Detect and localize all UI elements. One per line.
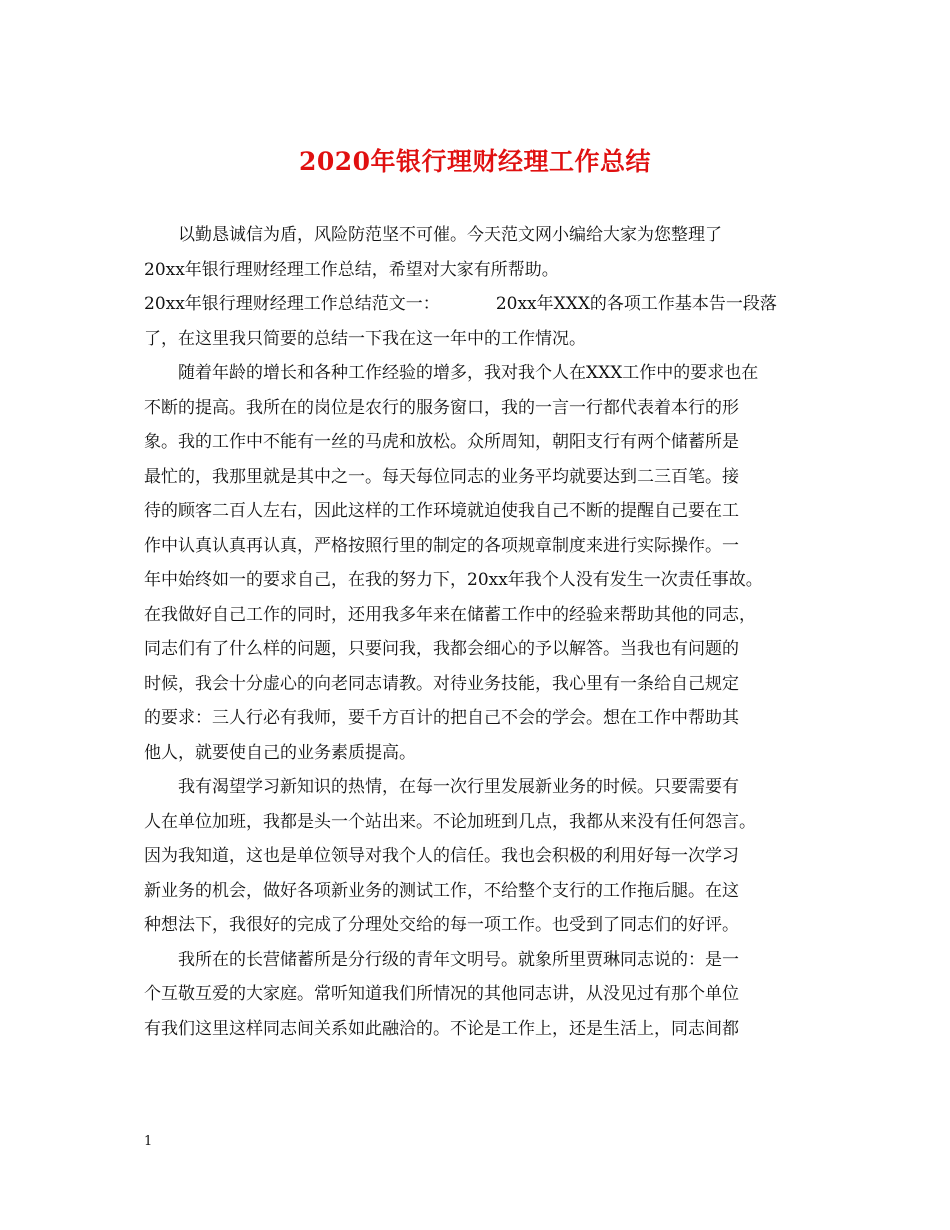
- text-line-content: 个互敬互爱的大家庭。常听知道我们所情况的其他同志讲，从没见过有那个单位: [144, 984, 739, 1004]
- text-line-content: 同志们有了什么样的问题，只要问我，我都会细心的予以解答。当我也有问题的: [144, 639, 739, 659]
- text-line: [144, 667, 809, 702]
- text-line: [144, 425, 809, 460]
- text-line-content: 待的顾客二百人左右，因此这样的工作环境就迫使我自己不断的提醒自己要在工: [144, 501, 739, 521]
- text-line-content: 的要求：三人行必有我师，要千方百计的把自己不会的学会。想在工作中帮助其: [144, 708, 739, 728]
- text-line-content: 我有渴望学习新知识的热情，在每一次行里发展新业务的时候。只要需要有: [178, 777, 739, 797]
- text-line: [144, 287, 809, 322]
- text-line: [144, 391, 809, 426]
- text-line-content: 有我们这里这样同志间关系如此融洽的。不论是工作上，还是生活上，同志间都: [144, 1018, 739, 1039]
- text-line-content: 20xx年银行理财经理工作总结，希望对大家有所帮助。: [144, 259, 559, 280]
- text-line-content: 他人，就要使自己的业务素质提高。: [144, 742, 416, 763]
- text-line-content: 因为我知道，这也是单位领导对我个人的信任。我也会积极的利用好每一次学习: [144, 846, 739, 866]
- document-body: [144, 218, 809, 1046]
- text-line: [144, 805, 809, 840]
- text-line-content: 不断的提高。我所在的岗位是农行的服务窗口，我的一言一行都代表着本行的形: [144, 397, 739, 418]
- text-line-content: 时候，我会十分虚心的向老同志请教。对待业务技能，我心里有一条给自己规定: [144, 673, 739, 694]
- text-line: [144, 770, 809, 805]
- text-line-content: 了，在这里我只简要的总结一下我在这一年中的工作情况。: [144, 328, 586, 349]
- text-line-content: 我所在的长营储蓄所是分行级的青年文明号。就象所里贾琳同志说的：是一: [178, 949, 739, 970]
- text-line: [144, 529, 809, 564]
- text-line: [144, 943, 809, 978]
- text-line: [144, 874, 809, 909]
- page-number: 1: [144, 1134, 153, 1149]
- text-line-content: 年中始终如一的要求自己，在我的努力下，20xx年我个人没有发生一次责任事故。: [144, 570, 763, 590]
- text-line: [144, 908, 809, 943]
- text-line-content: 人在单位加班，我都是头一个站出来。不论加班到几点，我都从来没有任何怨言。: [144, 811, 756, 832]
- text-line: [144, 253, 809, 288]
- text-line-continuation: 20xx年XXX的各项工作基本告一段落: [495, 294, 777, 314]
- text-line: [144, 494, 809, 529]
- text-line: [144, 632, 809, 667]
- text-line: [144, 322, 809, 357]
- text-line-content: 新业务的机会，做好各项新业务的测试工作，不给整个支行的工作拖后腿。在这: [144, 880, 739, 901]
- text-line: [144, 356, 809, 391]
- text-line: [144, 977, 809, 1012]
- text-line: [144, 460, 809, 495]
- text-line-content: 作中认真认真再认真，严格按照行里的制定的各项规章制度来进行实际操作。一: [144, 535, 739, 556]
- document-title: 2020年银行理财经理工作总结: [298, 147, 652, 176]
- text-line-content: 象。我的工作中不能有一丝的马虎和放松。众所周知，朝阳支行有两个储蓄所是: [144, 432, 739, 452]
- text-line-content: 20xx年银行理财经理工作总结范文一：: [144, 294, 440, 314]
- text-line-content: 随着年龄的增长和各种工作经验的增多，我对我个人在XXX工作中的要求也在: [178, 363, 759, 383]
- text-line: [144, 563, 809, 598]
- text-line-content: 在我做好自己工作的同时，还用我多年来在储蓄工作中的经验来帮助其他的同志，: [144, 604, 756, 625]
- text-line: [144, 736, 809, 771]
- text-line: [144, 701, 809, 736]
- text-line: [144, 218, 809, 253]
- text-line-content: 最忙的，我那里就是其中之一。每天每位同志的业务平均就要达到二三百笔。接: [144, 466, 739, 487]
- text-line-content: 以勤恳诚信为盾，风险防范坚不可催。今天范文网小编给大家为您整理了: [178, 225, 722, 245]
- text-line: [144, 598, 809, 633]
- text-line-content: 种想法下，我很好的完成了分理处交给的每一项工作。也受到了同志们的好评。: [144, 915, 739, 935]
- text-line: [144, 839, 809, 874]
- text-line: [144, 1012, 809, 1047]
